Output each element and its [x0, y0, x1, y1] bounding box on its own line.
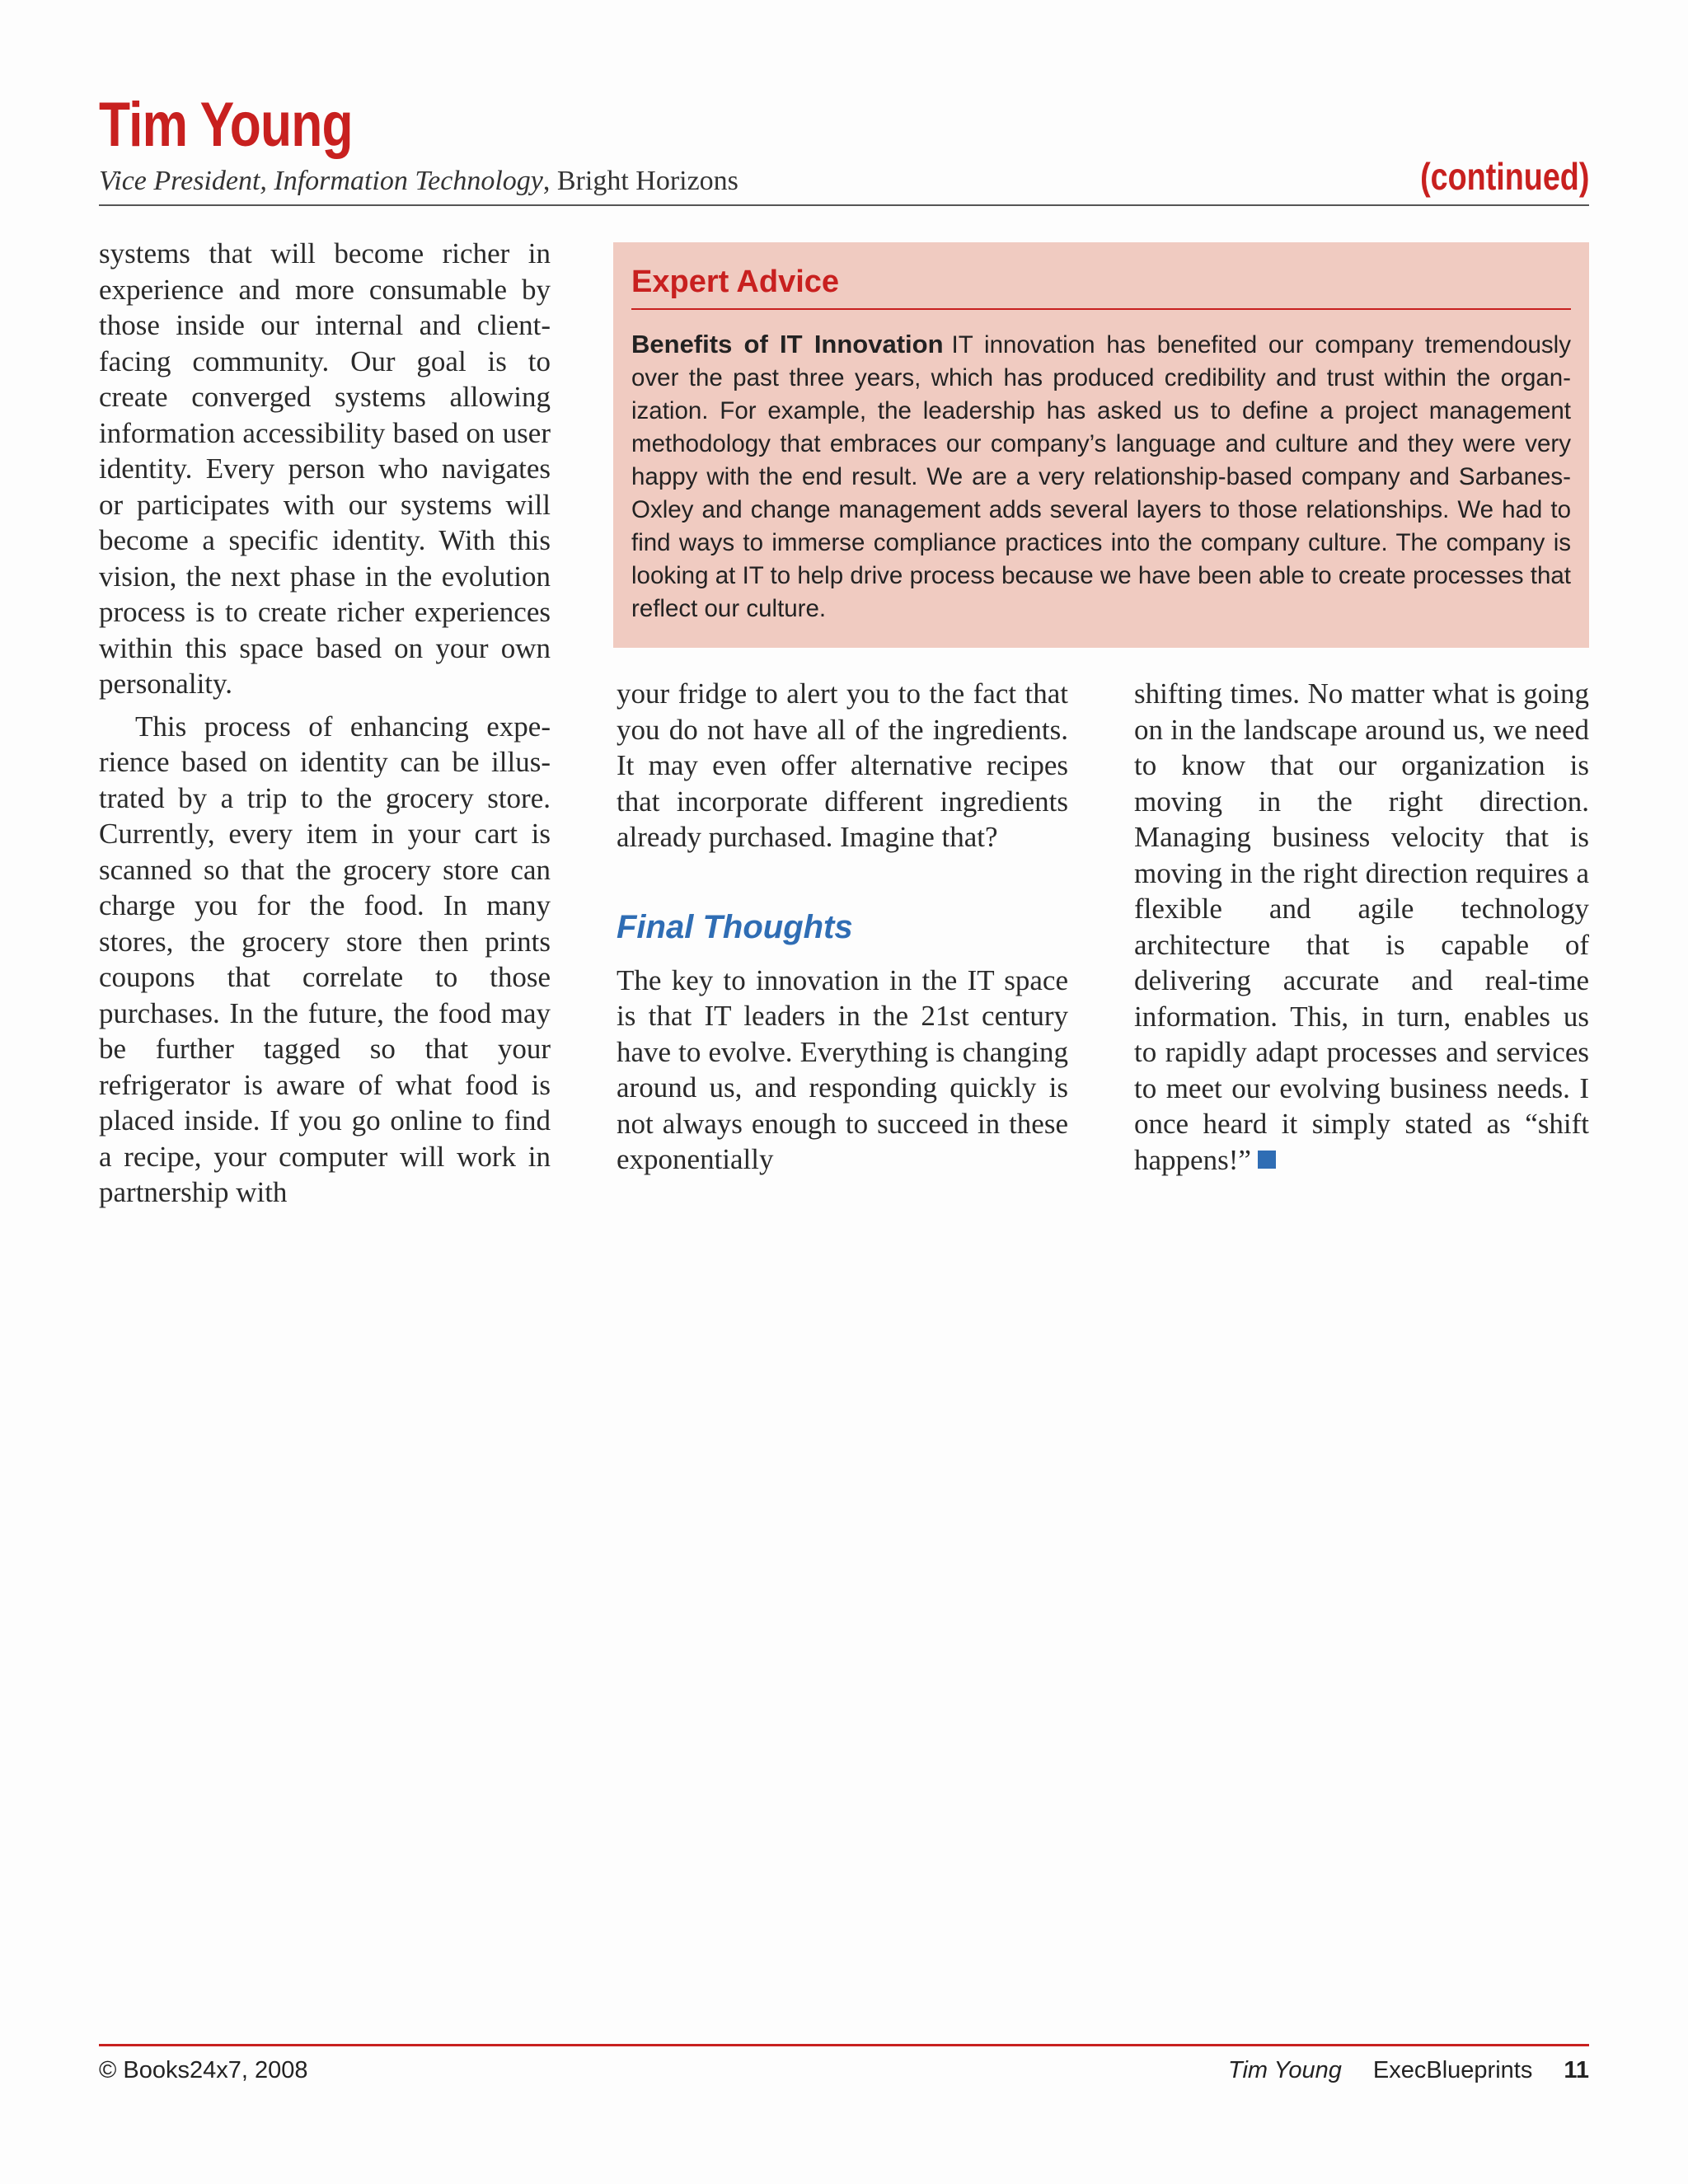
column-2-paragraph-2: The key to innovation in the IT space is that IT leaders in the 21st century have to evolve. Everything is changing around us, and responding quickly is not always enough to succeed in these exponentially [617, 963, 1068, 1175]
expert-advice-divider [631, 308, 1571, 310]
continued-label: (continued) [1419, 155, 1589, 198]
column-3-paragraph-1 [1134, 676, 1589, 1178]
footer-info [1228, 2054, 1589, 2087]
footer-divider [99, 2044, 1589, 2046]
author-role: Vice President, Information Technology [99, 166, 543, 196]
expert-advice-body [631, 328, 1571, 626]
column-2 [617, 676, 1068, 1178]
column-3 [1134, 676, 1589, 1178]
column-3-text: shifting times. No matter what is going on in the landscape around us, we need to know that our organization is moving in the right direction. Managing business velocity that is moving in the right direction requires a flexible and agile technology architecture that is capable of delivering accurate and real-time information. This, in turn, enables us to rapidly adapt processes and services to meet our evolving business needs. I once heard it simply stated as “shift happens!” [1134, 677, 1589, 1176]
footer-publication: ExecBlueprints [1372, 2057, 1533, 2083]
author-title [99, 163, 738, 199]
column-1 [99, 236, 551, 1211]
end-of-article-square-icon [1258, 1151, 1276, 1169]
final-thoughts-heading: Final Thoughts [617, 908, 853, 945]
column-1-paragraph-2: This process of enhancing experience based on identity can be illustrated by a trip to the grocery store. Currently, every item in your cart is scanned so that the grocery store can charge you for the food. In many stores, the grocery store then prints coupons that correlate to those purchases. In the future, the food may be further tagged so that your refrigerator is aware of what food is placed inside. If you go online to find a recipe, your computer will work in partnership with [99, 710, 551, 1208]
footer-author: Tim Young [1228, 2057, 1342, 2083]
expert-advice-box [613, 242, 1589, 648]
author-company: , Bright Horizons [542, 166, 738, 196]
author-name: Tim Young [99, 90, 353, 160]
expert-advice-text: IT innovation has benefited our company tremendously over the past three years, which has produced credibility and trust within the organization. For example, the leadership has asked us to define a project management methodology that embraces our company’s language and culture and they were very happy with the end result. We are a very relationship-based company and Sarbanes-Oxley and change management adds several layers to those relationships. We had to find ways to immerse compliance practices into the company culture. The company is looking at IT to help drive process because we have been able to create processes that reflect our culture. [631, 331, 1571, 622]
header-divider [99, 204, 1589, 206]
footer-copyright: © Books24x7, 2008 [99, 2057, 308, 2083]
column-1-paragraph-1: systems that will become richer in experience and more consumable by those inside our internal and clientfacing community. Our goal is to create converged systems allowing information accessibility based on user identity. Every person who navigates or participates with our systems will become a specific identity. With this vision, the next phase in the evolution process is to create richer experiences within this space based on your own personality. [99, 237, 551, 700]
expert-advice-lead: Benefits of IT Innovation [631, 330, 944, 359]
page-number: 11 [1564, 2057, 1589, 2083]
expert-advice-title: Expert Advice [631, 265, 840, 299]
column-2-paragraph-1: your fridge to alert you to the fact that you do not have all of the ingredients. It may even offer alternative recipes that incorporate different ingredients already purchased. Imagine that? [617, 677, 1068, 853]
